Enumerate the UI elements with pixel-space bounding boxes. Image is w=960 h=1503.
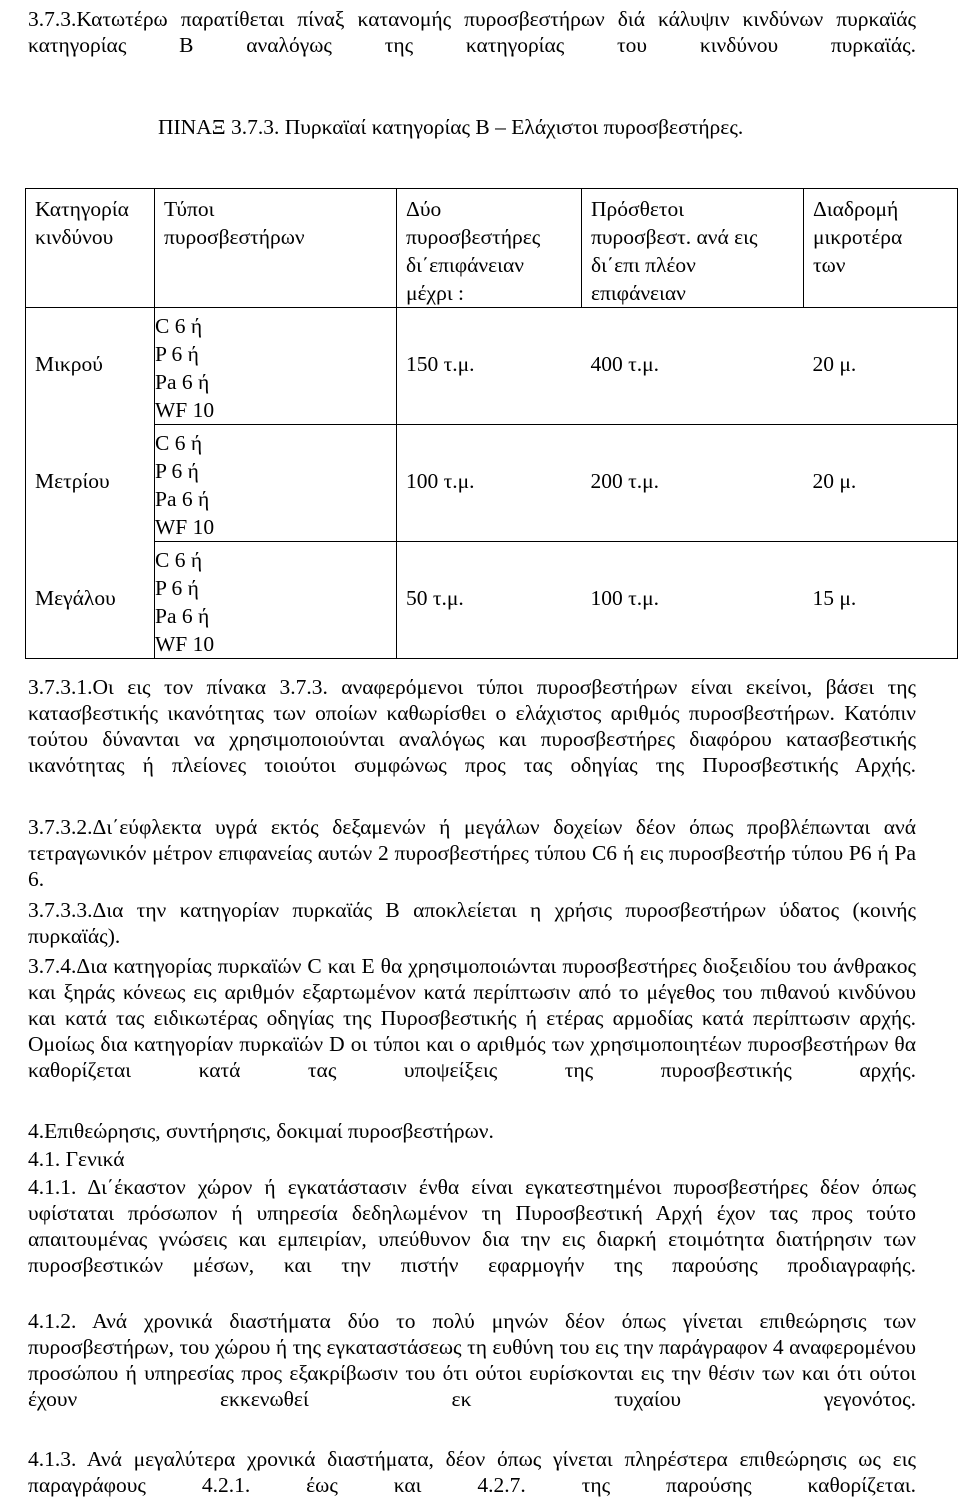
category-cell (26, 308, 155, 425)
table-row (26, 542, 958, 659)
section-heading-4: 4.Επιθεώρησις, συντήρησις, δοκιμαί πυροσβεστήρων. (28, 1119, 494, 1143)
header-text: πυροσβεστήρων (164, 225, 305, 249)
two-value: 150 τ.μ. (406, 352, 475, 376)
header-text: μέχρι : (406, 281, 464, 305)
header-additional (582, 189, 804, 308)
types-cell (155, 425, 397, 542)
header-category (26, 189, 155, 308)
two-value: 100 τ.μ. (406, 469, 475, 493)
additional-value: 100 τ.μ. (590, 586, 660, 610)
header-text: Τύποι (164, 197, 215, 221)
section-heading-4-1: 4.1. Γενικά (28, 1147, 125, 1171)
table-title: ΠΙΝΑΞ 3.7.3. Πυρκαϊαί κατηγορίας Β – Ελάχιστοι πυροσβεστήρες. (158, 115, 744, 139)
two-cell (397, 425, 582, 542)
type-item: WF 10 (155, 515, 215, 539)
distance-value: 20 μ. (812, 469, 857, 493)
additional-value: 200 τ.μ. (590, 469, 660, 493)
header-text: Δύο (406, 197, 442, 221)
distance-cell (804, 308, 958, 425)
paragraph-4-1-3: 4.1.3. Ανά μεγαλύτερα χρονικά διαστήματα, δέον όπως γίνεται πληρέστερα επιθεώρησις ως εις παραγράφους 4.2.1. έως και 4.2.7. της παρούσης καθορίζεται. (28, 1447, 916, 1497)
type-item: Pa 6 ή (155, 370, 210, 394)
header-two-extinguishers (397, 189, 582, 308)
two-value: 50 τ.μ. (406, 586, 464, 610)
header-text: Κατηγορία (35, 197, 129, 221)
type-item: WF 10 (155, 398, 215, 422)
types-cell (155, 308, 397, 425)
paragraph-3-7-3-3: 3.7.3.3.Δια την κατηγορίαν πυρκαϊάς Β αποκλείεται η χρήσις πυροσβεστήρων ύδατος (κοινής πυρκαϊάς). (28, 898, 916, 948)
header-text: πυροσβεστ. ανά εις (591, 225, 758, 249)
paragraph-4-1-1: 4.1.1. Δι΄έκαστον χώρον ή εγκατάστασιν ένθα είναι εγκατεστημένοι πυροσβεστήρες δέον όπως υφίσταται πρόσωπον ή υπηρεσία δεδηλωμένον τη Πυροσβεστική Αρχή έχον τας προς τούτο απαιτουμένας γνώσεις και εμπειρίαν, υπεύθυνον δια την εις διαρκή ετοιμότητα διατήρησιν των πυροσβεστικών μέσων, και την πιστήν εφαρμογήν της παρούσης προδιαγραφής. (28, 1175, 916, 1277)
types-cell (155, 542, 397, 659)
intro-paragraph: 3.7.3.Κατωτέρω παρατίθεται πίναξ κατανομής πυροσβεστήρων διά κάλυψιν κινδύνων πυρκαϊάς κατηγορίας Β αναλόγως της κατηγορίας του κινδύνου πυρκαϊάς. (28, 7, 916, 57)
paragraph-4-1-2: 4.1.2. Ανά χρονικά διαστήματα δύο το πολύ μηνών δέον όπως γίνεται επιθεώρησις των πυροσβεστήρων, του χώρου ή της εγκαταστάσεως τη ευθύνη του εις την παράγραφον 4 αναφερομένου προσώπου ή υπηρεσίας προς εξακρίβωσιν του ότι ούτοι ευρίσκονται εις την θέσιν των και ότι ούτοι έχουν εκκενωθεί εκ τυχαίου γεγονότος. (28, 1309, 916, 1411)
header-types (155, 189, 397, 308)
category-label: Μετρίου (35, 468, 110, 493)
type-item: P 6 ή (155, 576, 199, 600)
header-text: επιφάνειαν (591, 281, 686, 305)
table-row (26, 308, 958, 425)
distance-value: 20 μ. (812, 352, 857, 376)
header-text: Πρόσθετοι (591, 197, 685, 221)
header-text: δι΄επι πλέον (591, 253, 696, 277)
distance-cell (804, 542, 958, 659)
header-text: των (813, 253, 846, 277)
two-cell (397, 542, 582, 659)
category-label: Μικρού (35, 352, 103, 376)
header-text: δι΄επιφάνειαν (406, 253, 524, 277)
additional-cell (582, 425, 804, 542)
type-item: Pa 6 ή (155, 604, 210, 628)
header-text: κινδύνου (35, 225, 114, 249)
header-distance (804, 189, 958, 308)
table-header-row (26, 189, 958, 308)
additional-value: 400 τ.μ. (590, 352, 660, 376)
two-cell (397, 308, 582, 425)
table-row (26, 425, 958, 542)
type-item: WF 10 (155, 632, 215, 656)
type-item: C 6 ή (155, 548, 203, 572)
type-item: C 6 ή (155, 314, 203, 338)
paragraph-3-7-3-1: 3.7.3.1.Οι εις τον πίνακα 3.7.3. αναφερόμενοι τύποι πυροσβεστήρων είναι εκείνοι, βάσει της κατασβεστικής ικανότητας των οποίων καθωρίσθει ο ελάχιστος αριθμός πυροσβεστήρων. Κατόπιν τούτου δύνανται να χρησιμοποιούνται αναλόγως και πυροσβεστήρες διαφόρου κατασβεστικής ικανότητας ή πλείονες τοιούτοι συμφώνως προς τας οδηγίας της Πυροσβεστικής Αρχής. (28, 675, 916, 777)
type-item: C 6 ή (155, 431, 203, 455)
additional-cell (582, 542, 804, 659)
distance-value: 15 μ. (812, 586, 857, 610)
paragraph-3-7-4: 3.7.4.Δια κατηγορίας πυρκαϊών C και E θα χρησιμοποιώνται πυροσβεστήρες διοξειδίου του άνθρακος και ξηράς κόνεως εις αριθμόν εξαρτωμένον κατά περίπτωσιν από το μέγεθος του πιθανού κινδύνου και κατά τας ειδικωτέρας οδηγίας της Πυροσβεστικής ή ετέρας αρμοδίας κατά περίπτωσιν αρχής. Ομοίως δια κατηγορίαν πυρκαϊών D οι τύποι και ο αριθμός των χρησιμοποιητέων πυροσβεστήρων θα καθορίζεται κατά τας υποψείξεις της πυροσβεστικής αρχής. (28, 954, 916, 1082)
type-item: P 6 ή (155, 342, 199, 366)
header-text: Διαδρομή (813, 197, 899, 221)
category-label: Μεγάλου (35, 585, 116, 610)
type-item: Pa 6 ή (155, 487, 210, 511)
distance-cell (804, 425, 958, 542)
additional-cell (582, 308, 804, 425)
fire-extinguisher-table (25, 188, 958, 659)
category-cell (26, 542, 155, 659)
category-cell (26, 425, 155, 542)
header-text: μικροτέρα (813, 225, 903, 249)
paragraph-3-7-3-2: 3.7.3.2.Δι΄εύφλεκτα υγρά εκτός δεξαμενών ή μεγάλων δοχείων δέον όπως προβλέπωνται ανά τετραγωνικόν μέτρον επιφανείας αυτών 2 πυροσβεστήρες τύπου C6 ή εις πυροσβεστήρ τύπου P6 ή Pa 6. (28, 815, 916, 891)
header-text: πυροσβεστήρες (406, 225, 541, 249)
type-item: P 6 ή (155, 459, 199, 483)
